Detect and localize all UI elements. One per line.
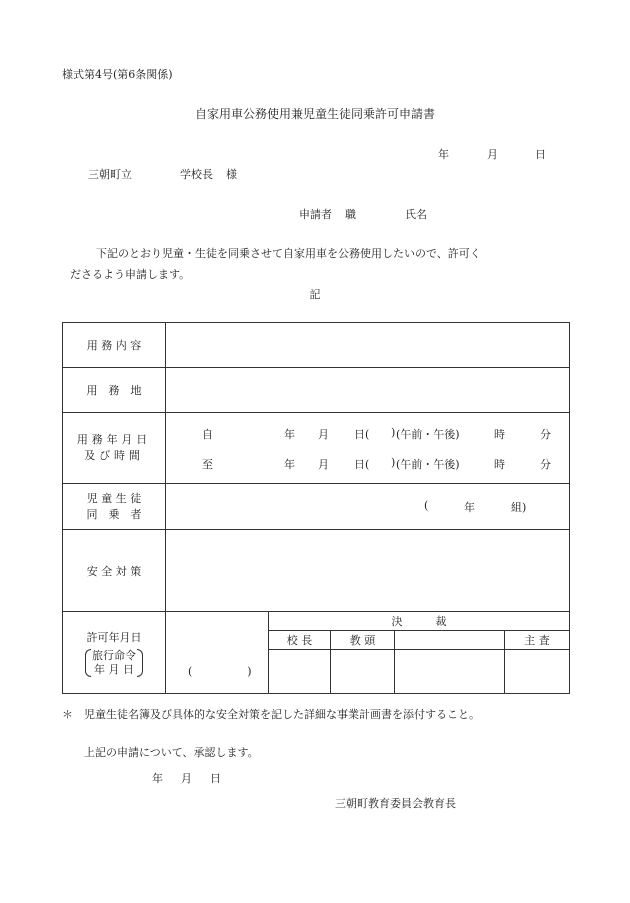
application-table bbox=[62, 322, 570, 694]
permit-label bbox=[63, 612, 166, 694]
decision-header: 決 裁 bbox=[269, 612, 570, 631]
permit-paren: ( ) bbox=[188, 665, 252, 678]
place-row bbox=[63, 368, 570, 413]
from-paren-close: ) bbox=[391, 426, 396, 439]
date-month-label: 月 bbox=[487, 148, 498, 161]
students-label bbox=[63, 484, 166, 530]
document-title: 自家用車公務使用兼児童生徒同乗許可申請書 bbox=[194, 107, 435, 121]
applicant-name: 氏名 bbox=[405, 208, 427, 221]
from-year: 年 bbox=[284, 428, 295, 441]
students-field[interactable] bbox=[166, 484, 570, 530]
to-hour: 時 bbox=[494, 458, 505, 471]
place-field[interactable] bbox=[166, 368, 570, 413]
to-month: 月 bbox=[318, 458, 329, 471]
travel-order-label: 旅行命令 bbox=[92, 648, 136, 662]
permit-date-field[interactable] bbox=[166, 612, 269, 694]
safety-label: 安 全 対 策 bbox=[63, 530, 166, 612]
vice-stamp[interactable] bbox=[331, 650, 395, 694]
from-ampm: (午前・午後) bbox=[396, 428, 460, 441]
approval-day: 日 bbox=[210, 772, 221, 785]
from-minute: 分 bbox=[540, 428, 551, 441]
grade-year: 年 bbox=[464, 501, 475, 514]
to-minute: 分 bbox=[540, 458, 551, 471]
students-label-line1: 児 童 生 徒 bbox=[86, 491, 142, 505]
safety-field[interactable] bbox=[166, 530, 570, 612]
place-label: 用 務 地 bbox=[63, 368, 166, 413]
datetime-label-line2: 及び時間 bbox=[84, 449, 144, 462]
signature: 三朝町教育委員会教育長 bbox=[335, 797, 456, 810]
request-text-line1: 下記のとおり児童・生徒を同乗させて自家用車を公務使用したいので、許可く bbox=[96, 247, 481, 260]
footnote: ＊ 児童生徒名簿及び具体的な安全対策を記した詳細な事業計画書を添付すること。 bbox=[62, 708, 480, 721]
request-text-line2: ださるよう申請します。 bbox=[70, 268, 191, 281]
chief-header: 主 査 bbox=[505, 631, 570, 650]
applicant-label: 申請者 bbox=[299, 208, 332, 221]
permit-label-line1: 許可年月日 bbox=[86, 630, 142, 644]
datetime-field[interactable] bbox=[166, 413, 570, 484]
approval-month: 月 bbox=[181, 772, 192, 785]
request-text bbox=[70, 243, 550, 285]
to-label: 至 bbox=[202, 458, 213, 471]
principal-header: 校 長 bbox=[269, 631, 331, 650]
grade-open: ( bbox=[424, 499, 429, 512]
approval-statement: 上記の申請について、承認します。 bbox=[84, 746, 259, 759]
to-ampm: (午前・午後) bbox=[396, 458, 460, 471]
date-day-label: 日 bbox=[535, 148, 546, 161]
from-day: 日( bbox=[354, 428, 370, 441]
datetime-row bbox=[63, 413, 570, 484]
form-number: 様式第4号(第6条関係) bbox=[62, 68, 173, 81]
vice-header: 教 頭 bbox=[331, 631, 395, 650]
safety-row bbox=[63, 530, 570, 612]
travel-order-bracket bbox=[85, 649, 143, 677]
principal-stamp[interactable] bbox=[269, 650, 331, 694]
from-label: 自 bbox=[202, 428, 213, 441]
date-year-label: 年 bbox=[438, 148, 449, 161]
students-label-line2: 同 乗 者 bbox=[86, 507, 142, 521]
approval-year: 年 bbox=[152, 772, 163, 785]
datetime-label bbox=[63, 413, 166, 484]
purpose-field[interactable] bbox=[166, 323, 570, 368]
grade-class: 組) bbox=[511, 501, 527, 514]
permit-row-top bbox=[63, 612, 570, 631]
travel-order-date-label: 年 月 日 bbox=[94, 662, 134, 676]
ki-heading: 記 bbox=[309, 288, 321, 301]
addressee-honorific: 様 bbox=[226, 168, 237, 181]
applicant-position: 職 bbox=[345, 208, 356, 221]
datetime-label-line1: 用務年月日 bbox=[76, 433, 152, 446]
from-month: 月 bbox=[318, 428, 329, 441]
from-hour: 時 bbox=[494, 428, 505, 441]
addressee-town: 三朝町立 bbox=[88, 168, 132, 181]
purpose-label: 用 務 内 容 bbox=[63, 323, 166, 368]
chief-stamp[interactable] bbox=[505, 650, 570, 694]
blank-header bbox=[395, 631, 505, 650]
to-year: 年 bbox=[284, 458, 295, 471]
addressee-school: 学校長 bbox=[180, 168, 213, 181]
to-paren-close: ) bbox=[391, 456, 396, 469]
students-row bbox=[63, 484, 570, 530]
purpose-row bbox=[63, 323, 570, 368]
to-day: 日( bbox=[354, 458, 370, 471]
blank-stamp[interactable] bbox=[395, 650, 505, 694]
